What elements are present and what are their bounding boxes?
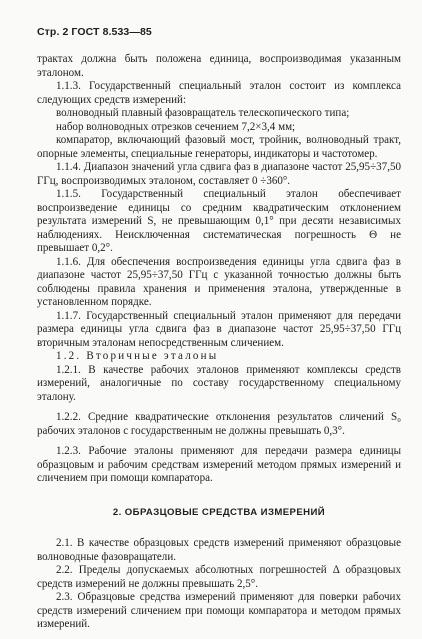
paragraph-1-2-2: 1.2.2. Средние квадратические отклонения результатов сличений S₀ рабочих эталонов с государственным не должны превышать 0,3°. <box>37 411 401 437</box>
paragraph-1-2-3: 1.2.3. Рабочие эталоны применяют для передачи размера единицы образцовым и рабочим средствам измерений методом прямых измерений и сличением при помощи компаратора. <box>37 445 401 484</box>
paragraph-1-1-6: 1.1.6. Для обеспечения воспроизведения единицы угла сдвига фаз в диапазоне частот 25,95÷37,50 ГГц с указанной точностью должны быть соблюдены правила хранения и применения эталона, утвержденные в установленном порядке. <box>37 255 401 308</box>
list-item-waveguide-set: набор волноводных отрезков сечением 7,2×3,4 мм; <box>56 120 296 133</box>
subsection-heading-1-2: 1.2. Вторичные эталоны <box>56 350 219 362</box>
paragraph-1-1-4: 1.1.4. Диапазон значений угла сдвига фаз в диапазоне частот 25,95÷37,50 ГГц, воспроизводимых эталоном, составляет 0 ÷360°. <box>37 161 401 187</box>
list-item-comparator: компаратор, включающий фазовый мост, тройник, волноводный тракт, опорные элементы, специальные генераторы, индикаторы и частотомер. <box>37 134 401 160</box>
paragraph-1-1-7: 1.1.7. Государственный специальный эталон применяют для передачи размера единицы угла сдвига фаз в диапазоне частот 25,95÷37,50 ГГц вторичным эталонам непосредственным сличением. <box>37 309 401 349</box>
list-item-phase-shifter: волноводный плавный фазовращатель телескопического типа; <box>56 107 350 119</box>
paragraph-2-2: 2.2. Пределы допускаемых абсолютных погрешностей Δ образцовых средств измерений не должны превышать 2,5°. <box>37 564 401 590</box>
page-header: Стр. 2 ГОСТ 8.533—85 <box>37 26 152 38</box>
paragraph-2-1: 2.1. В качестве образцовых средств измерений применяют образцовые волноводные фазовращатели. <box>37 537 401 563</box>
paragraph-1-2-1: 1.2.1. В качестве рабочих эталонов применяют комплексы средств измерений, аналогичные по составу государственному специальному эталону. <box>37 363 401 403</box>
paragraph-2-3: 2.3. Образцовые средства измерений применяют для поверки рабочих средств измерений сличением при помощи компаратора и методом прямых измерений. <box>37 591 401 630</box>
paragraph-continuation: трактах должна быть положена единица, воспроизводимая указанным эталоном. <box>37 53 401 79</box>
paragraph-1-1-5: 1.1.5. Государственный специальный эталон обеспечивает воспроизведение единицы со средним квадратическим отклонением результата измерений S, не превышающим 0,1° при десяти независимых наблюдениях. Неисключенная систематическая погрешность Θ не превышает 0,2°. <box>37 188 401 254</box>
section-heading-2: 2. ОБРАЗЦОВЫЕ СРЕДСТВА ИЗМЕРЕНИЙ <box>112 506 326 518</box>
paragraph-1-1-3: 1.1.3. Государственный специальный эталон состоит из комплекса следующих средств измерений: <box>37 80 401 106</box>
document-body <box>37 53 401 632</box>
